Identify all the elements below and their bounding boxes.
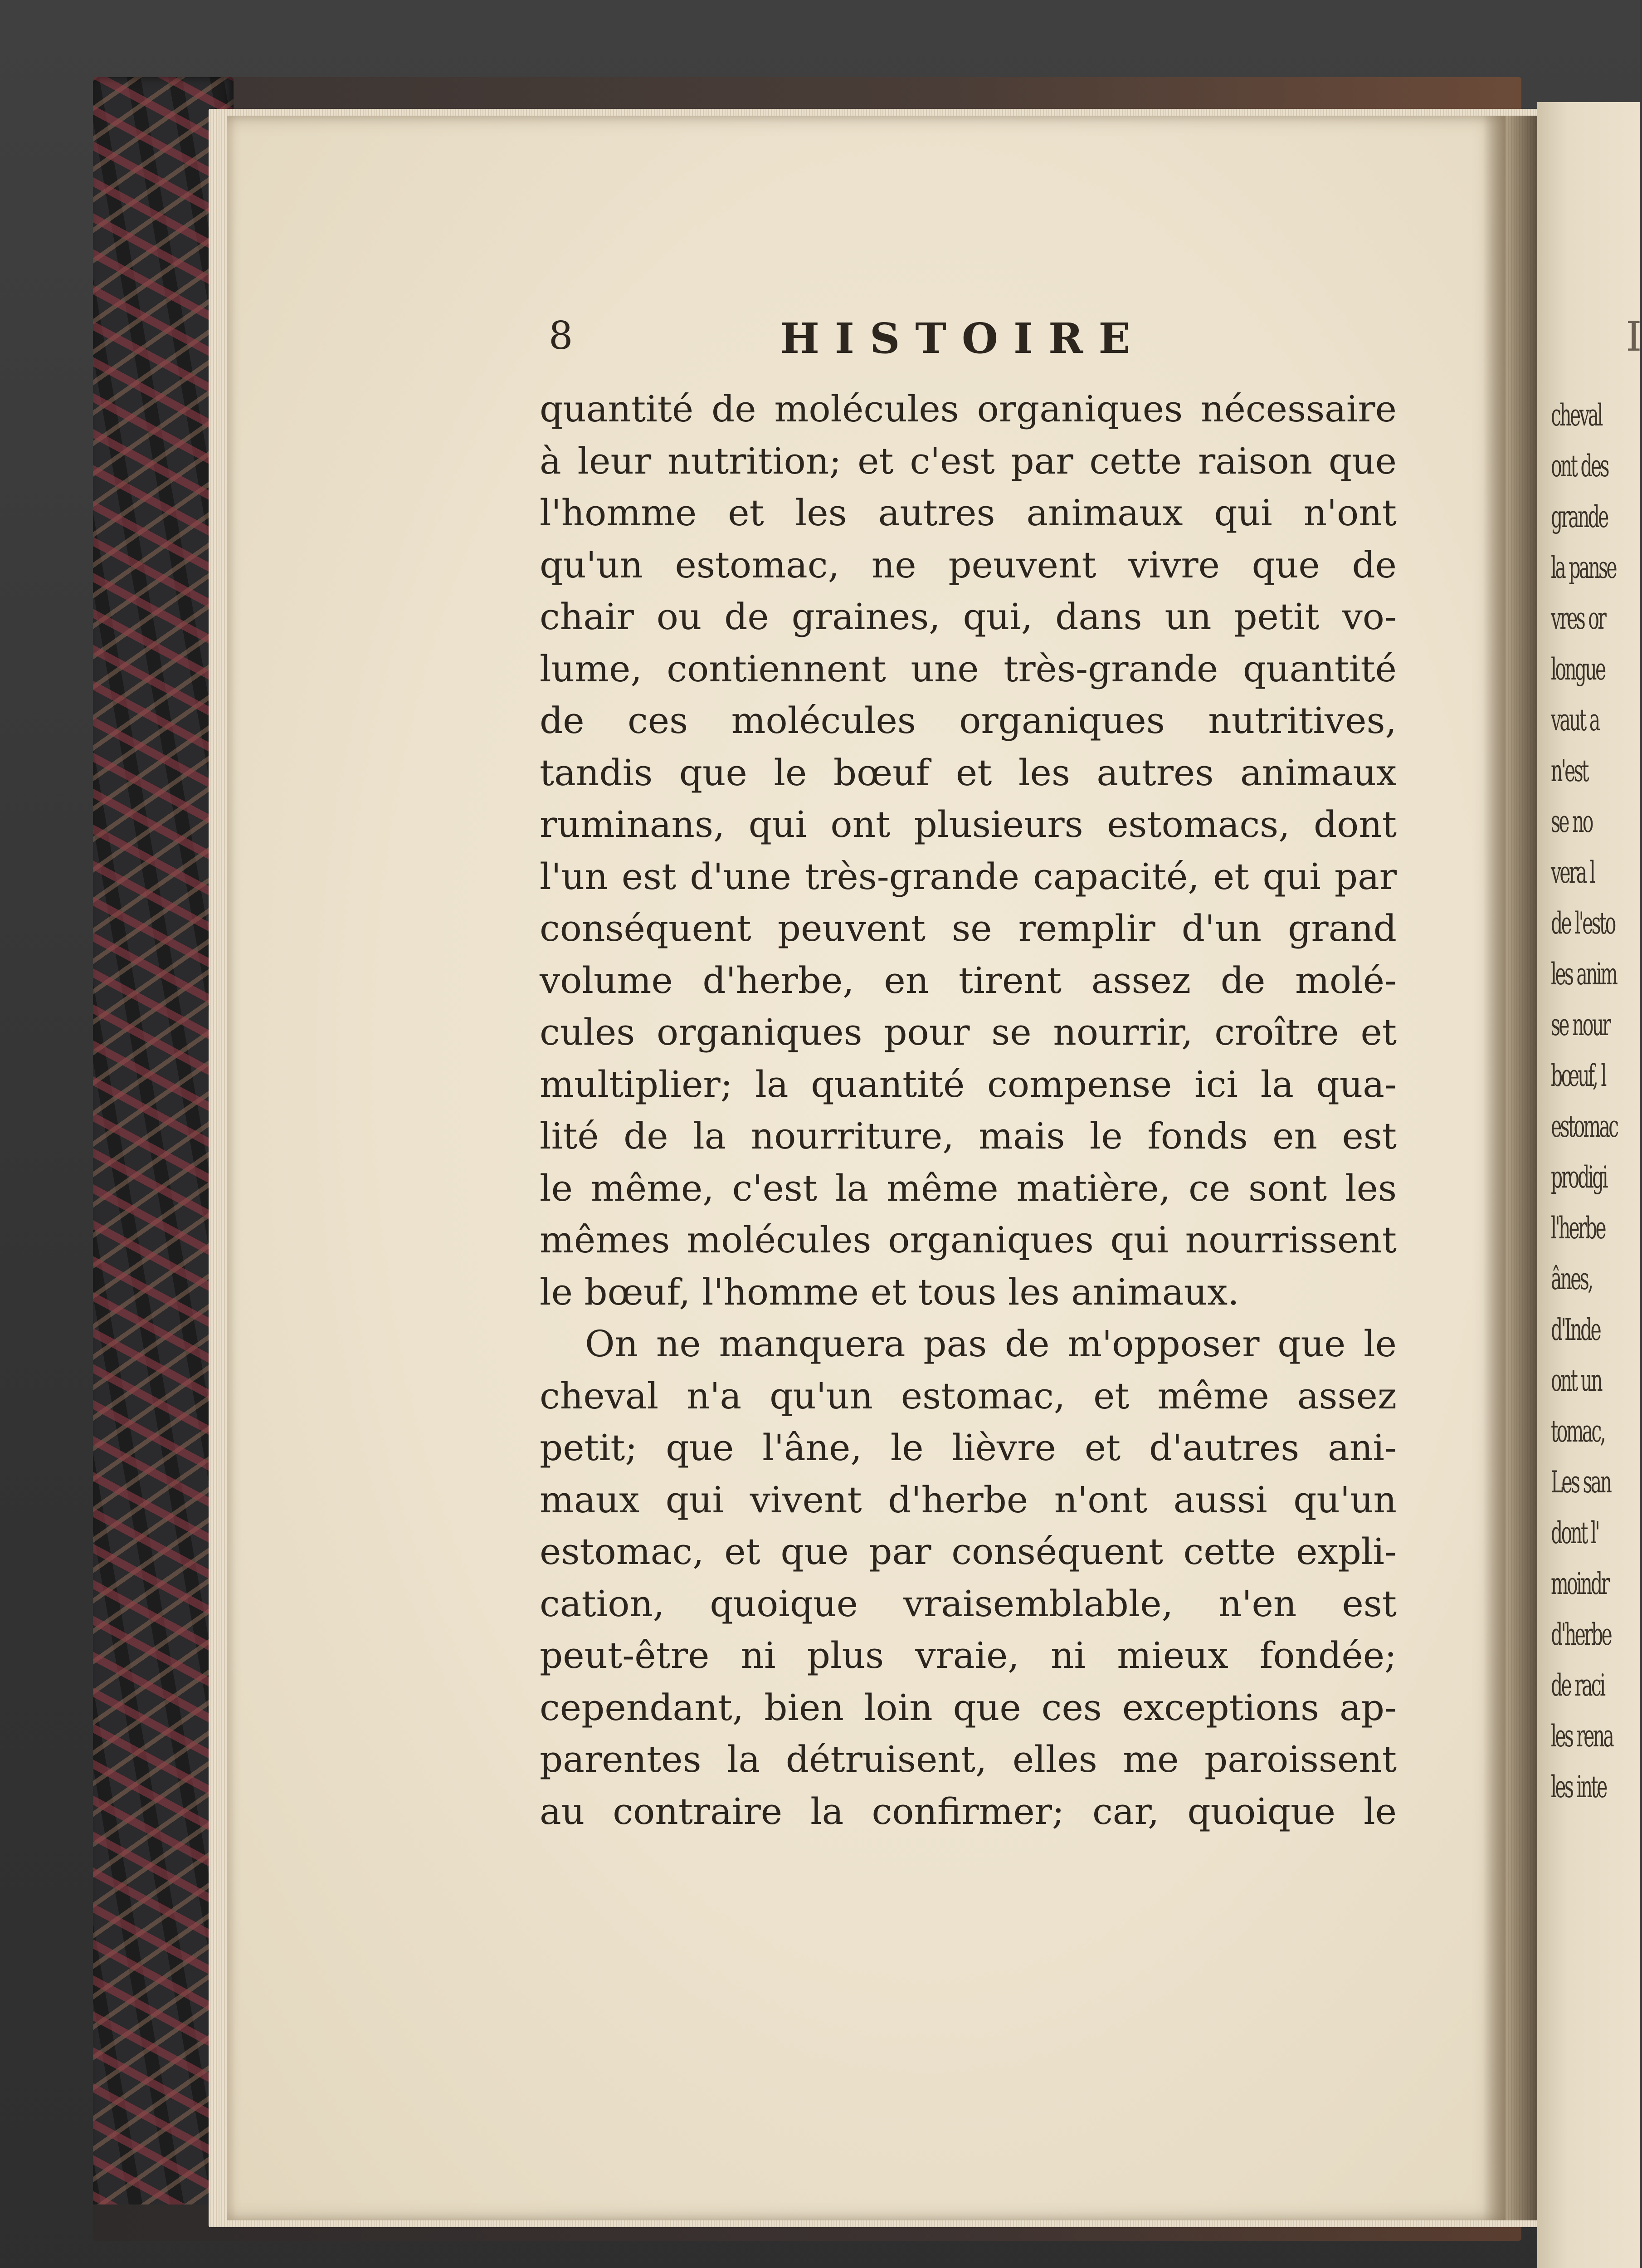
fragment-line: ânes, — [1551, 1261, 1592, 1296]
fragment-line: d'Inde — [1551, 1312, 1600, 1347]
fragment-line: vaut a — [1551, 703, 1599, 738]
text-line: l'homme et les autres animaux qui n'ont — [540, 492, 1397, 534]
text-line: le bœuf, l'homme et tous les animaux. — [540, 1271, 1239, 1313]
fragment-line: ont un — [1551, 1363, 1601, 1398]
book-gutter — [1483, 116, 1537, 2220]
page-number: 8 — [549, 313, 573, 358]
text-line: volume d'herbe, en tirent assez de molé- — [540, 959, 1397, 1002]
fragment-line: prodigi — [1551, 1160, 1607, 1195]
fragment-line: les anim — [1551, 957, 1617, 992]
text-line: chair ou de graines, qui, dans un petit vo- — [540, 596, 1397, 638]
text-line: qu'un estomac, ne peuvent vivre que de — [540, 543, 1397, 586]
text-line: cependant, bien loin que ces exceptions ap- — [540, 1686, 1397, 1729]
page-header — [549, 313, 1184, 372]
fragment-line: cheval — [1551, 398, 1602, 433]
text-line: On ne manquera pas de m'opposer que le — [585, 1323, 1397, 1365]
fragment-line: vera l — [1551, 855, 1594, 890]
fragment-line: de raci — [1551, 1668, 1604, 1703]
fragment-line: estomac — [1551, 1109, 1618, 1144]
fragment-line: la panse — [1551, 550, 1616, 585]
fragment-line: d'herbe — [1551, 1617, 1611, 1652]
text-line: petit; que l'âne, le lièvre et d'autres ani- — [540, 1427, 1397, 1469]
text-line: mêmes molécules organiques qui nourrissent — [540, 1219, 1397, 1261]
text-line: estomac, et que par conséquent cette expli- — [540, 1530, 1397, 1573]
text-line: lité de la nourriture, mais le fonds en est — [540, 1115, 1397, 1157]
fragment-line: dont l' — [1551, 1515, 1598, 1550]
right-page-text-fragment — [1551, 390, 1618, 1813]
text-line: l'un est d'une très-grande capacité, et qui par — [540, 855, 1397, 898]
fragment-line: vres or — [1551, 601, 1605, 636]
text-line: à leur nutrition; et c'est par cette raison que — [540, 440, 1397, 482]
text-line: parentes la détruisent, elles me paroissent — [540, 1738, 1397, 1780]
fragment-line: les inte — [1551, 1769, 1606, 1804]
page-body-text — [540, 383, 1397, 1838]
fragment-line: tomac, — [1551, 1414, 1604, 1449]
text-line: de ces molécules organiques nutritives, — [540, 699, 1397, 742]
running-title: HISTOIRE — [780, 314, 1146, 363]
fragment-line: n'est — [1551, 753, 1588, 788]
fragment-line: moindr — [1551, 1566, 1608, 1601]
fragment-line: se no — [1551, 804, 1592, 839]
fragment-line: se nour — [1551, 1007, 1610, 1042]
right-page-header-fragment: I — [1626, 313, 1642, 361]
text-line: le même, c'est la même matière, ce sont les — [540, 1167, 1397, 1209]
text-line: tandis que le bœuf et les autres animaux — [540, 751, 1397, 794]
text-line: cation, quoique vraisemblable, n'en est — [540, 1582, 1397, 1625]
fragment-line: de l'esto — [1551, 906, 1615, 941]
fragment-line: ont des — [1551, 449, 1608, 484]
text-line: quantité de molécules organiques nécessaire — [540, 388, 1397, 430]
text-line: au contraire la confirmer; car, quoique le — [540, 1790, 1397, 1833]
fragment-line: les rena — [1551, 1719, 1613, 1754]
text-line: multiplier; la quantité compense ici la qua- — [540, 1063, 1397, 1105]
text-line: cheval n'a qu'un estomac, et même assez — [540, 1374, 1397, 1417]
text-line: cules organiques pour se nourrir, croître et — [540, 1011, 1397, 1053]
fragment-line: grande — [1551, 499, 1608, 534]
text-line: lume, contiennent une très-grande quantité — [540, 647, 1397, 690]
text-line: conséquent peuvent se remplir d'un grand — [540, 907, 1397, 949]
fragment-line: longue — [1551, 652, 1605, 687]
fragment-line: bœuf, l — [1551, 1058, 1605, 1093]
fragment-line: l'herbe — [1551, 1211, 1605, 1246]
text-line: maux qui vivent d'herbe n'ont aussi qu'un — [540, 1478, 1397, 1521]
fragment-line: Les san — [1551, 1465, 1611, 1500]
text-line: ruminans, qui ont plusieurs estomacs, dont — [540, 803, 1397, 846]
text-line: peut-être ni plus vraie, ni mieux fondée; — [540, 1634, 1397, 1677]
